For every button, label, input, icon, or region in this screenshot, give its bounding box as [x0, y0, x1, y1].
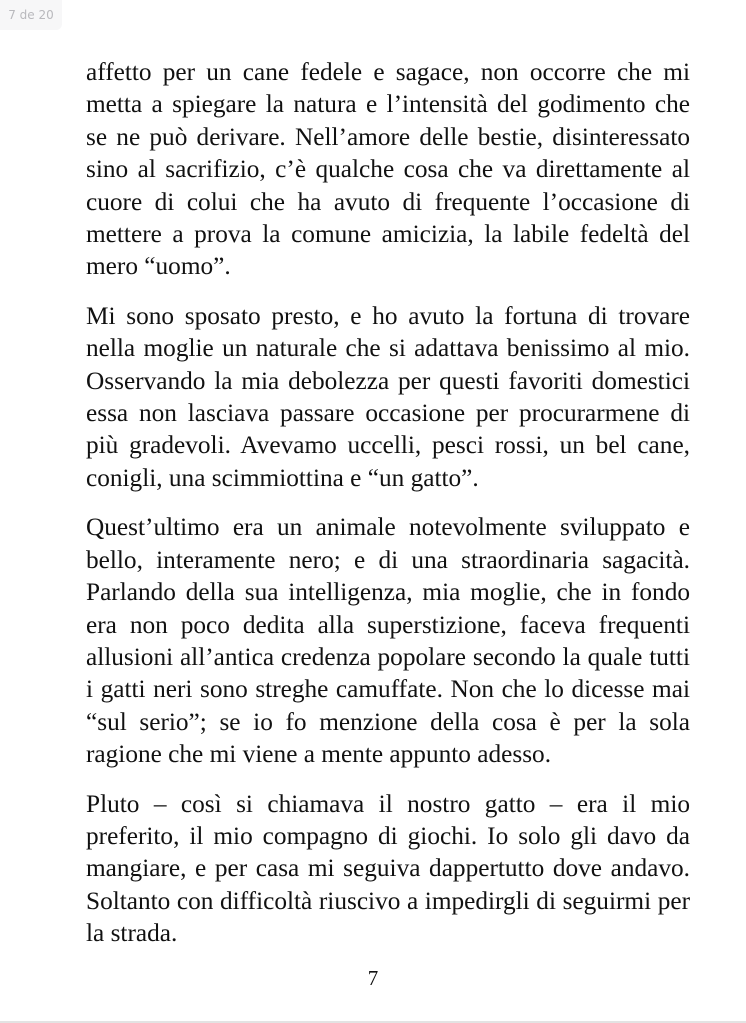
- paragraph-4: Pluto – così si chiamava il nostro gatto – era il mio preferito, il mio compagno di giochi. Io solo gli davo da mangiare, e per casa mi seguiva dappertutto dove andavo. Soltanto con difficoltà riuscivo a impedirgli di seguirmi per la strada.: [86, 789, 690, 948]
- paragraph-2: Mi sono sposato presto, e ho avuto la fortuna di trovare nella moglie un naturale che si adattava benissimo al mio. Osservando la mia debolezza per questi favoriti domestici essa non lasciava passare occasione per procurarmene di più gradevoli. Avevamo uccelli, pesci rossi, un bel cane, conigli, una scimmiottina e “un gatto”.: [86, 301, 690, 492]
- page-number: 7: [367, 966, 379, 990]
- paragraph-3: Quest’ultimo era un animale notevolmente sviluppato e bello, interamente nero; e di una straordinaria sagacità. Parlando della sua intelligenza, mia moglie, che in fondo era non poco dedita alla superstizione, faceva frequenti allusioni all’antica credenza popolare secondo la quale tutti i gatti neri sono streghe camuffate. Non che lo dicesse mai “sul serio”; se io fo menzione della cosa è per la sola ragione che mi viene a mente appunto adesso.: [86, 513, 690, 769]
- paragraph-1: affetto per un cane fedele e sagace, non occorre che mi metta a spiegare la natura e l’intensità del godimento che se ne può derivare. Nell’amore delle bestie, disinteressato sino al sacrifizio, c’è qualche cosa che va direttamente al cuore di colui che ha avuto di frequente l’occasione di mettere a prova la comune amicizia, la labile fedeltà del mero “uomo”.: [86, 58, 690, 281]
- page-content: [86, 56, 690, 967]
- page-counter: 7 de 20: [0, 0, 62, 30]
